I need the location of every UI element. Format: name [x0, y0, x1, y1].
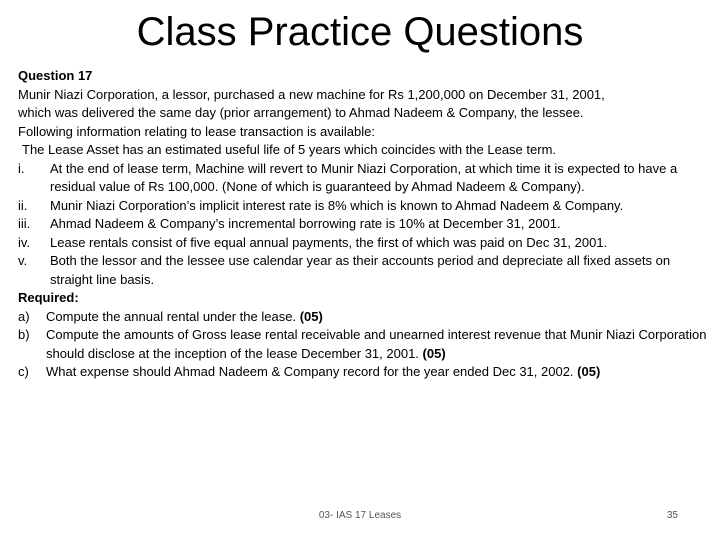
required-item-question: What expense should Ahmad Nadeem & Company record for the year ended Dec 31, 2002. [46, 364, 574, 379]
lease-asset-line: The Lease Asset has an estimated useful life of 5 years which coincides with the Lease term. [22, 142, 557, 157]
footer-course-label: 03- IAS 17 Leases [318, 510, 402, 521]
required-item-a [18, 308, 708, 327]
required-item-b [18, 326, 708, 363]
intro-line-2: which was delivered the same day (prior arrangement) to Ahmad Nadeem & Company, the lessee. [18, 105, 584, 120]
info-item-marker: iv. [18, 234, 31, 250]
info-item-marker: v. [18, 253, 28, 268]
required-item-text [46, 326, 708, 363]
required-heading: Required: [18, 290, 79, 305]
required-item-text [46, 363, 708, 382]
info-item-text: Both the lessor and the lessee use calendar year as their accounts period and depreciate all fixed assets on straight line basis. [50, 253, 671, 287]
required-item-marks: (05) [577, 364, 601, 379]
info-item-i [18, 160, 708, 197]
slide-content [18, 67, 708, 382]
footer-page-number: 35 [666, 510, 678, 521]
info-item-iii [18, 215, 708, 234]
info-item-marker: ii. [18, 197, 28, 213]
info-item-v [18, 252, 708, 289]
info-item-marker: i. [18, 160, 25, 176]
info-item-iv [18, 234, 708, 253]
question-heading: Question 17 [18, 68, 93, 83]
slide-title: Class Practice Questions [136, 10, 584, 54]
info-item-text: Munir Niazi Corporation’s implicit interest rate is 8% which is known to Ahmad Nadeem & Company. [50, 197, 624, 213]
info-item-text: At the end of lease term, Machine will revert to Munir Niazi Corporation, at which time it is expected to have a residual value of Rs 100,000. (None of which is guaranteed by Ahmad Nadeem & Company). [50, 160, 678, 194]
info-item-marker: iii. [18, 216, 31, 231]
required-item-text [46, 308, 708, 327]
required-item-marker: a) [18, 308, 30, 324]
required-item-marks: (05) [422, 345, 446, 361]
info-item-ii [18, 197, 708, 216]
intro-line-1: Munir Niazi Corporation, a lessor, purchased a new machine for Rs 1,200,000 on December 31, 2001, [18, 86, 605, 102]
required-item-marks: (05) [299, 308, 323, 324]
required-item-question: Compute the annual rental under the lease. [46, 308, 297, 324]
info-item-text: Ahmad Nadeem & Company’s incremental borrowing rate is 10% at December 31, 2001. [50, 216, 561, 231]
intro-line-3: Following information relating to lease transaction is available: [18, 123, 375, 139]
required-item-question: Compute the amounts of Gross lease rental receivable and unearned interest revenue that Munir Niazi Corporation should disclose at the inception of the lease December 31, 2001. [46, 327, 707, 361]
info-item-text: Lease rentals consist of five equal annual payments, the first of which was paid on Dec 31, 2001. [50, 234, 608, 250]
required-item-marker: c) [18, 364, 29, 379]
required-item-marker: b) [18, 327, 30, 342]
required-item-c [18, 363, 708, 382]
